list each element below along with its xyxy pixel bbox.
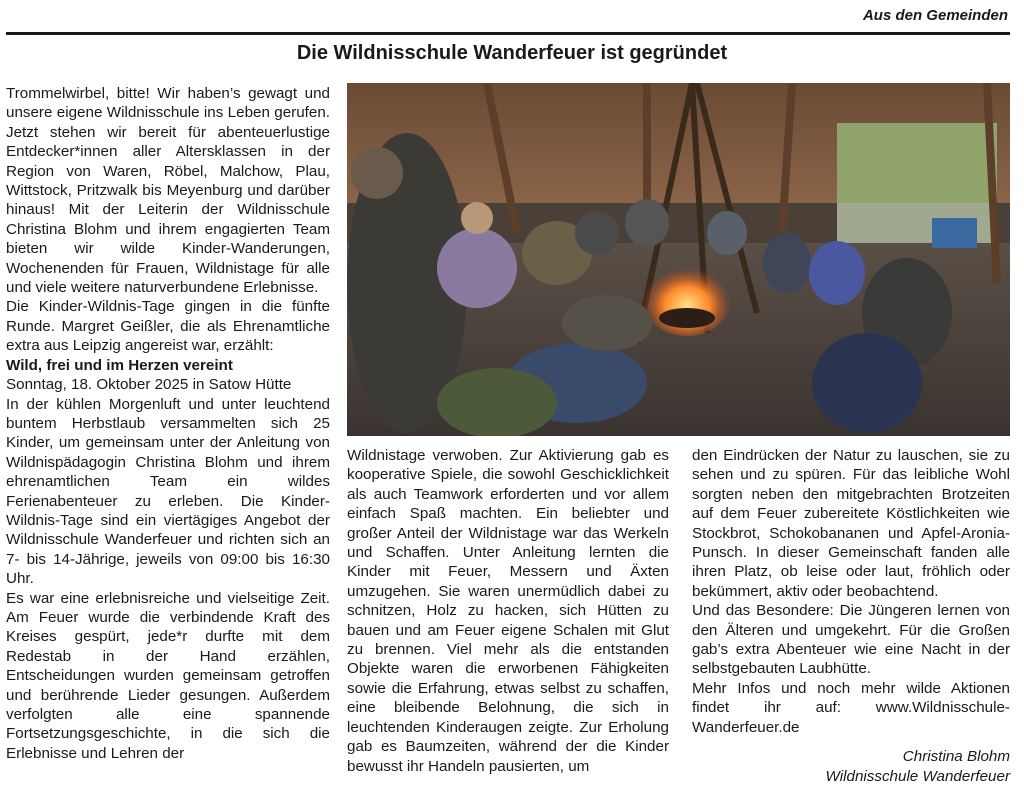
report-paragraph-1: In der kühlen Morgenluft und unter leuchtend buntem Herbstlaub versammelten sich 25 Kinder, um gemeinsam unter der Anleitung von Wildnispädagogin Christina Blohm und ihrem ehrenamtlichen Team ein wildes Ferienabenteuer zu erleben. Die Kinder-Wildnis-Tage sind ein viertägiges Angebot der Wildnisschule Wanderfeuer und richten sich an 7- bis 14-Jährige, jeweils von 09:00 bis 16:30 Uhr. bbox=[6, 395, 330, 588]
campfire-photo bbox=[347, 83, 1010, 436]
header-rule bbox=[6, 32, 1010, 35]
intro-paragraph-2: Die Kinder-Wildnis-Tage gingen in die fünfte Runde. Margret Geißler, die als Ehrenamtliche extra aus Leipzig angereist war, erzählt: bbox=[6, 298, 330, 355]
section-label: Aus den Gemeinden bbox=[862, 7, 1008, 24]
report-paragraph-3: Und das Besondere: Die Jüngeren lernen von den Älteren und umgekehrt. Für die Großen gab’s extra Abenteuer wie eine Nacht in der selbstgebauten Laubhütte. bbox=[692, 602, 1010, 678]
headline: Die Wildnisschule Wanderfeuer ist gegründet bbox=[296, 42, 728, 64]
article-column-1 bbox=[6, 84, 330, 763]
article-photo bbox=[347, 83, 1010, 436]
article-column-3 bbox=[692, 446, 1010, 786]
report-paragraph-2-part-3: den Eindrücken der Natur zu lauschen, sie zu sehen und zu spüren. Für das leibliche Wohl sorgten neben den mitgebrachten Brotzeiten auf dem Feuer zubereitete Köstlichkeiten wie Stockbrot, Schokobananen und Apfel-Aronia-Punsch. In dieser Gemeinschaft fanden alle ihren Platz, ob leise oder laut, fröhlich oder bekümmert, aktiv oder beobachtend. bbox=[692, 447, 1010, 600]
report-paragraph-4: Mehr Infos und noch mehr wilde Aktionen findet ihr auf: www.Wildnisschule-Wanderfeuer.de bbox=[692, 679, 1010, 736]
subheading: Wild, frei und im Herzen vereint bbox=[6, 356, 233, 374]
report-paragraph-2-part-1: Es war eine erlebnisreiche und vielseitige Zeit. Am Feuer wurde die verbindende Kraft des Kreises gespürt, jede*r durfte mit dem Redestab in der Hand erzählen, Entscheidungen wurden gemeinsam getroffen und berührende Lieder gesungen. Außerdem verfolgten alle eine spannende Fortsetzungsgeschichte, in die sich die Erlebnisse und Lehren der bbox=[6, 589, 330, 762]
dateline: Sonntag, 18. Oktober 2025 in Satow Hütte bbox=[6, 376, 292, 394]
signature-name: Christina Blohm bbox=[902, 748, 1010, 766]
report-paragraph-2-part-2: Wildnistage verwoben. Zur Aktivierung gab es kooperative Spiele, die sowohl Geschicklichkeit als auch Teamwork erforderten und vor allem einfach Spaß machten. Ein beliebter und großer Anteil der Wildnistage war das Werkeln und Schaffen. Unter Anleitung lernten die Kinder mit Feuer, Messern und Äxten umzugehen. Sie waren unermüdlich dabei zu schnitzen, Holz zu hacken, sich Hütten zu bauen und am Feuer eigene Schalen mit Glut zu brennen. Viel mehr als die entstanden Objekte waren die erworbenen Fähigkeiten sowie die Erfahrung, etwas selbst zu schaffen, eine bleibende Belohnung, die sich in leuchtenden Kinderaugen zeigte. Zur Erholung gab es Baumzeiten, während der die Kinder bewusst ihr Handeln pausierten, um bbox=[347, 447, 669, 775]
signature-org: Wildnisschule Wanderfeuer bbox=[825, 767, 1010, 785]
article-column-2 bbox=[347, 446, 669, 776]
intro-paragraph-1: Trommelwirbel, bitte! Wir haben’s gewagt und unsere eigene Wildnisschule ins Leben gerufen. Jetzt stehen wir bereit für abenteuerlustige Entdecker*innen aller Altersklassen in der Region von Waren, Röbel, Malchow, Plau, Wittstock, Pritzwalk bis Meyenburg und darüber hinaus! Mit der Leiterin der Wildnisschule Christina Blohm und ihrem engagierten Team bieten wir wilde Kinder-Wanderungen, Wochenenden für Frauen, Wildnistage für alle und viele weitere naturverbundene Erlebnisse. bbox=[6, 85, 330, 297]
